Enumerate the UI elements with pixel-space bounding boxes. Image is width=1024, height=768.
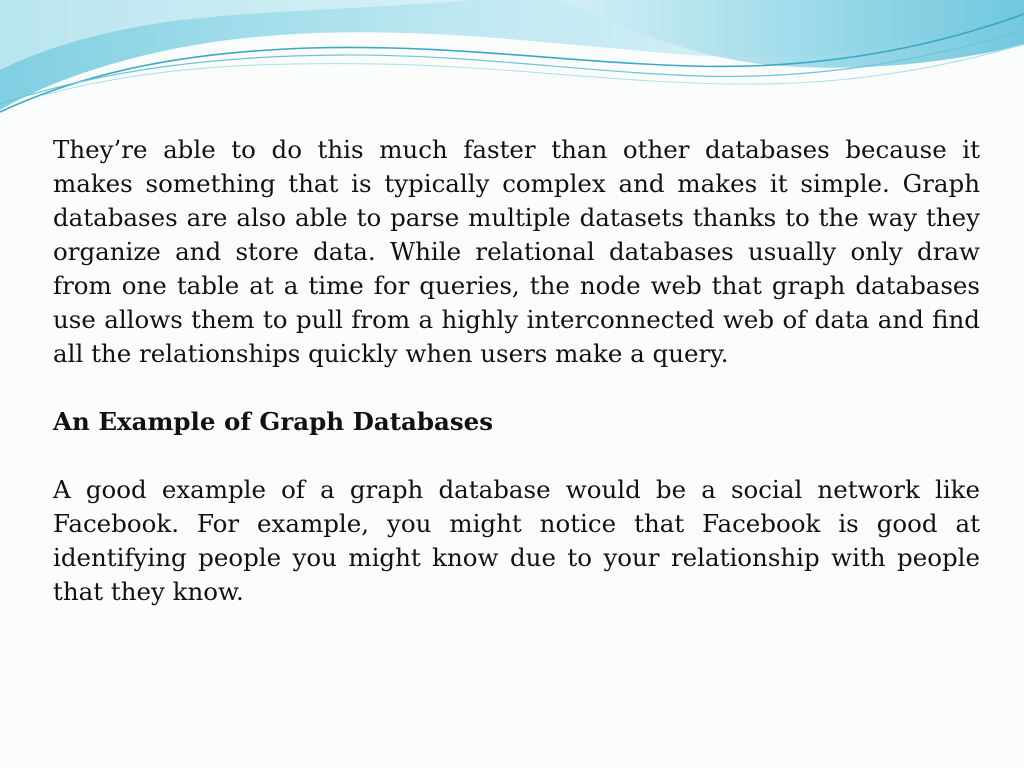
paragraph-intro: They’re able to do this much faster than other databases because it makes something that is typically complex and makes it simple. Graph databases are also able to parse multiple datasets thanks to the way they organize and store data. While relational databases usually only draw from one table at a time for queries, the node web that graph databases use allows them to pull from a highly interconnected web of data and find all the relationships quickly when users make a query. bbox=[53, 135, 980, 368]
wave-header-decoration bbox=[0, 0, 1024, 130]
paragraph-example: A good example of a graph database would be a social network like Facebook. For example, you might notice that Facebook is good at identifying people you might know due to your relationship with people that they know. bbox=[53, 475, 980, 606]
slide-body bbox=[53, 133, 980, 609]
section-heading: An Example of Graph Databases bbox=[53, 407, 494, 436]
